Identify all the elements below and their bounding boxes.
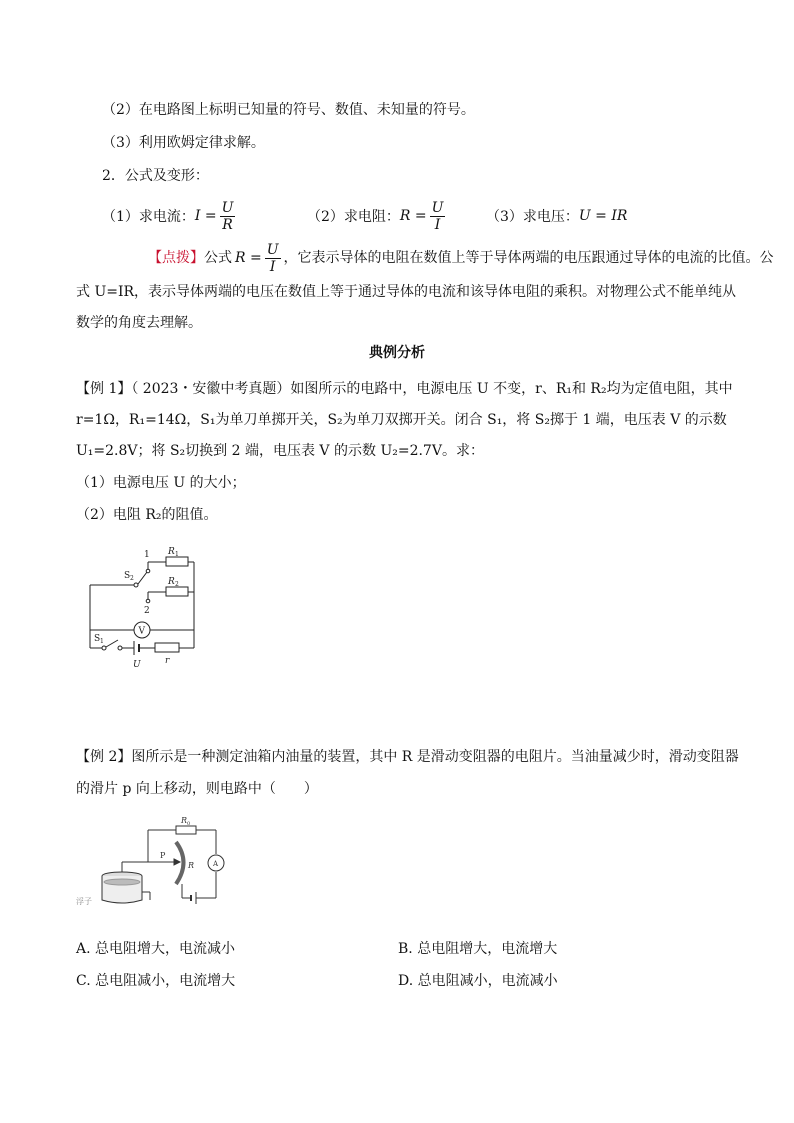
example1-line-3: U₁=2.8V；将 S₂切换到 2 端，电压表 V 的示数 U₂=2.7V。求： [76, 443, 484, 459]
voltmeter-label: V [138, 626, 145, 637]
current-numerator: U [221, 199, 234, 216]
source-voltage-label: U [133, 660, 141, 670]
terminal-1-label: 1 [144, 550, 150, 560]
tip-text-1: ，它表示导体的电阻在数值上等于导体两端的电压跟通过导体的电流的比值。公 [283, 250, 774, 266]
option-c[interactable]: C. 总电阻减小，电流增大 [76, 973, 236, 989]
s2-label: S [124, 571, 131, 581]
terminal-2-label: 2 [144, 606, 150, 616]
step-3-text: （3）利用欧姆定律求解。 [102, 135, 265, 151]
formula-row [102, 196, 702, 236]
tip-text-2: 式 U=IR，表示导体两端的电压在数值上等于通过导体的电流和该导体电阻的乘积。对物理公式不能单纯从 [76, 284, 737, 300]
r0-subscript: 0 [187, 821, 191, 827]
tip-text-3: 数学的角度去理解。 [76, 315, 202, 331]
resistance-lhs: R = [399, 208, 427, 224]
resistor-r0 [176, 826, 196, 834]
tip-tag: 【点拨】 [148, 250, 204, 266]
rheostat-r-label: R [188, 861, 195, 870]
option-d[interactable]: D. 总电阻减小，电流减小 [398, 973, 558, 989]
example1-question-2: （2）电阻 R₂的阻值。 [76, 507, 218, 523]
option-b[interactable]: B. 总电阻增大，电流增大 [398, 941, 558, 957]
voltage-expression: U = IR [578, 208, 628, 224]
r0-label: R [181, 816, 188, 825]
example1-line-1: 【例 1】（ 2023・安徽中考真题）如图所示的电路中，电源电压 U 不变，r、R₁和 R₂均为定值电阻，其中 [76, 381, 733, 397]
r2-subscript: 2 [175, 581, 179, 588]
r2-label: R [168, 577, 175, 587]
tip-line-1 [148, 238, 794, 278]
float-label: 浮子 [76, 897, 92, 906]
voltage-formula [486, 196, 627, 236]
resistor-r1 [166, 557, 188, 566]
slider-p-label: P [160, 851, 166, 860]
section-title: 典例分析 [369, 345, 425, 361]
internal-resistor [155, 643, 179, 652]
resistance-numerator: U [431, 199, 444, 216]
voltage-label: （3）求电压： [486, 209, 579, 225]
resistance-fraction [430, 200, 446, 233]
example1-line-2: r=1Ω，R₁=14Ω，S₁为单刀单掷开关，S₂为单刀双掷开关。闭合 S₁，将 S₂掷于 1 端，电压表 V 的示数 [76, 412, 727, 428]
s2-subscript: 2 [130, 575, 134, 582]
resistance-label: （2）求电阻： [307, 209, 400, 225]
s1-label: S [94, 634, 101, 644]
current-fraction [220, 200, 236, 233]
internal-resistance-label: r [165, 656, 170, 666]
formula-heading: 2．公式及变形： [102, 168, 209, 184]
current-formula [102, 196, 238, 236]
example2-oil-gauge-diagram [76, 812, 246, 912]
tip-numerator: U [266, 241, 279, 258]
example2-line-1: 【例 2】图所示是一种测定油箱内油量的装置，其中 R 是滑动变阻器的电阻片。当油量减少时，滑动变阻器 [76, 749, 739, 765]
example2-line-2: 的滑片 p 向上移动，则电路中（ ） [76, 781, 318, 797]
resistance-denominator: I [434, 216, 441, 233]
current-lhs: I = [194, 208, 217, 224]
resistance-formula [307, 196, 448, 236]
tip-pre: 公式 [204, 250, 232, 266]
r1-subscript: 1 [175, 551, 179, 558]
tip-fraction [265, 242, 281, 275]
current-denominator: R [222, 216, 233, 233]
current-label: （1）求电流： [102, 209, 195, 225]
example1-circuit-diagram [80, 545, 210, 675]
example1-question-1: （1）电源电压 U 的大小； [76, 475, 246, 491]
tip-denominator: I [269, 258, 276, 275]
resistor-r2 [166, 587, 188, 596]
step-2-text: （2）在电路图上标明已知量的符号、数值、未知量的符号。 [102, 102, 475, 118]
ammeter-label: A [213, 860, 219, 868]
option-a[interactable]: A. 总电阻增大，电流减小 [76, 941, 236, 957]
s1-subscript: 1 [100, 638, 104, 645]
tip-lhs: R = [235, 250, 262, 266]
r1-label: R [168, 547, 175, 557]
